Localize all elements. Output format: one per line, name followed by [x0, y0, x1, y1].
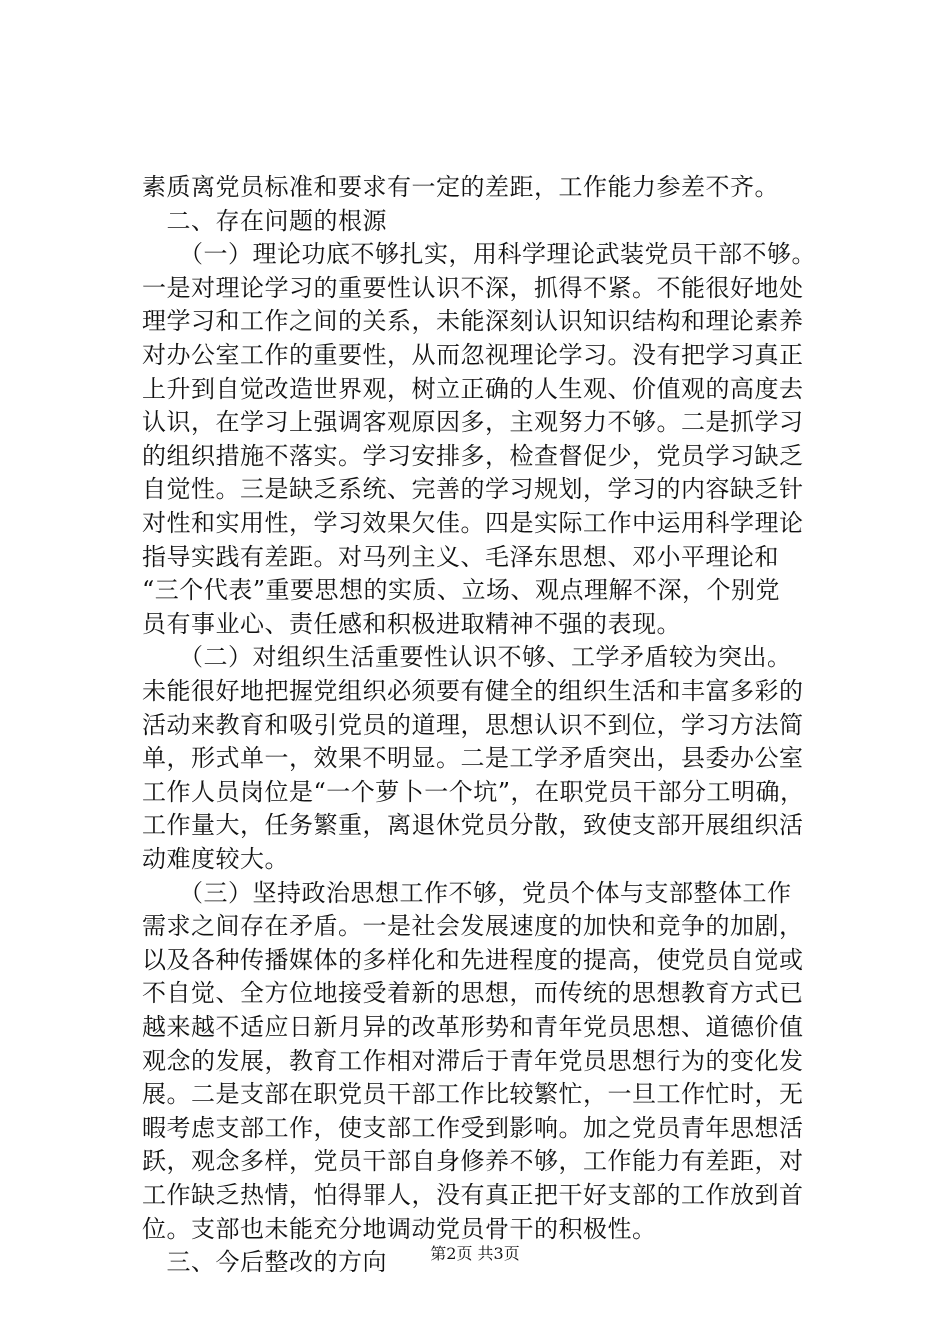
body-text-line: 上升到自觉改造世界观，树立正确的人生观、价值观的高度去 [142, 374, 804, 403]
body-text-line: 未能很好地把握党组织必须要有健全的组织生活和丰富多彩的 [142, 677, 804, 705]
body-text-line: 展。二是支部在职党员干部工作比较繁忙，一旦工作忙时，无 [142, 1080, 804, 1109]
body-text-line: 的组织措施不落实。学习安排多，检查督促少，党员学习缺乏 [142, 441, 804, 470]
page-footer: 第2页 共3页 [430, 1244, 520, 1263]
body-text-line: （一）理论功底不够扎实，用科学理论武装党员干部不够。 [142, 240, 816, 269]
body-text-line: 以及各种传播媒体的多样化和先进程度的提高，使党员自觉或 [142, 945, 804, 974]
body-text-line: 不自觉、全方位地接受着新的思想，而传统的思想教育方式已 [142, 979, 804, 1008]
body-text-line: 跃，观念多样，党员干部自身修养不够，工作能力有差距，对 [142, 1147, 804, 1176]
body-text-line: 工作缺乏热情，怕得罪人，没有真正把干好支部的工作放到首 [142, 1181, 804, 1209]
body-text-line: 位。支部也未能充分地调动党员骨干的积极性。 [142, 1214, 657, 1243]
body-text-line: 需求之间存在矛盾。一是社会发展速度的加快和竞争的加剧， [142, 912, 804, 941]
body-text-line: 素质离党员标准和要求有一定的差距，工作能力参差不齐。 [142, 173, 779, 201]
body-text-line: 二、存在问题的根源 [142, 206, 387, 235]
body-text-line: 观念的发展，教育工作相对滞后于青年党员思想行为的变化发 [142, 1046, 804, 1075]
body-text-line: （二）对组织生活重要性认识不够、工学矛盾较为突出。 [142, 643, 792, 672]
body-text-line: 理学习和工作之间的关系，未能深刻认识知识结构和理论素养 [142, 307, 804, 336]
body-text-line: 三、今后整改的方向 [142, 1248, 387, 1277]
body-text-line: 越来越不适应日新月异的改革形势和青年党员思想、道德价值 [142, 1013, 804, 1041]
body-text-line: 员有事业心、责任感和积极进取精神不强的表现。 [142, 609, 681, 638]
body-text-line: 一是对理论学习的重要性认识不深，抓得不紧。不能很好地处 [142, 273, 804, 302]
body-text-line: （三）坚持政治思想工作不够，党员个体与支部整体工作 [142, 878, 792, 907]
body-text-line: 指导实践有差距。对马列主义、毛泽东思想、邓小平理论和 [142, 542, 779, 571]
body-text-line: 自觉性。三是缺乏系统、完善的学习规划，学习的内容缺乏针 [142, 475, 804, 504]
body-text-line: 对性和实用性，学习效果欠佳。四是实际工作中运用科学理论 [142, 509, 804, 537]
body-text-line: 单，形式单一，效果不明显。二是工学矛盾突出，县委办公室 [142, 744, 804, 773]
body-text-line: 暇考虑支部工作，使支部工作受到影响。加之党员青年思想活 [142, 1113, 804, 1142]
body-text-line: 认识，在学习上强调客观原因多，主观努力不够。二是抓学习 [142, 408, 804, 437]
body-text-line: 动难度较大。 [142, 845, 289, 873]
body-text-line: 工作人员岗位是“一个萝卜一个坑”，在职党员干部分工明确， [142, 777, 805, 806]
body-text-line: 对办公室工作的重要性，从而忽视理论学习。没有把学习真正 [142, 341, 804, 369]
body-text-line: 活动来教育和吸引党员的道理，思想认识不到位，学习方法简 [142, 710, 804, 739]
body-text-line: 工作量大，任务繁重，离退休党员分散，致使支部开展组织活 [142, 811, 804, 840]
body-text-line: “三个代表”重要思想的实质、立场、观点理解不深，个别党 [142, 576, 781, 605]
